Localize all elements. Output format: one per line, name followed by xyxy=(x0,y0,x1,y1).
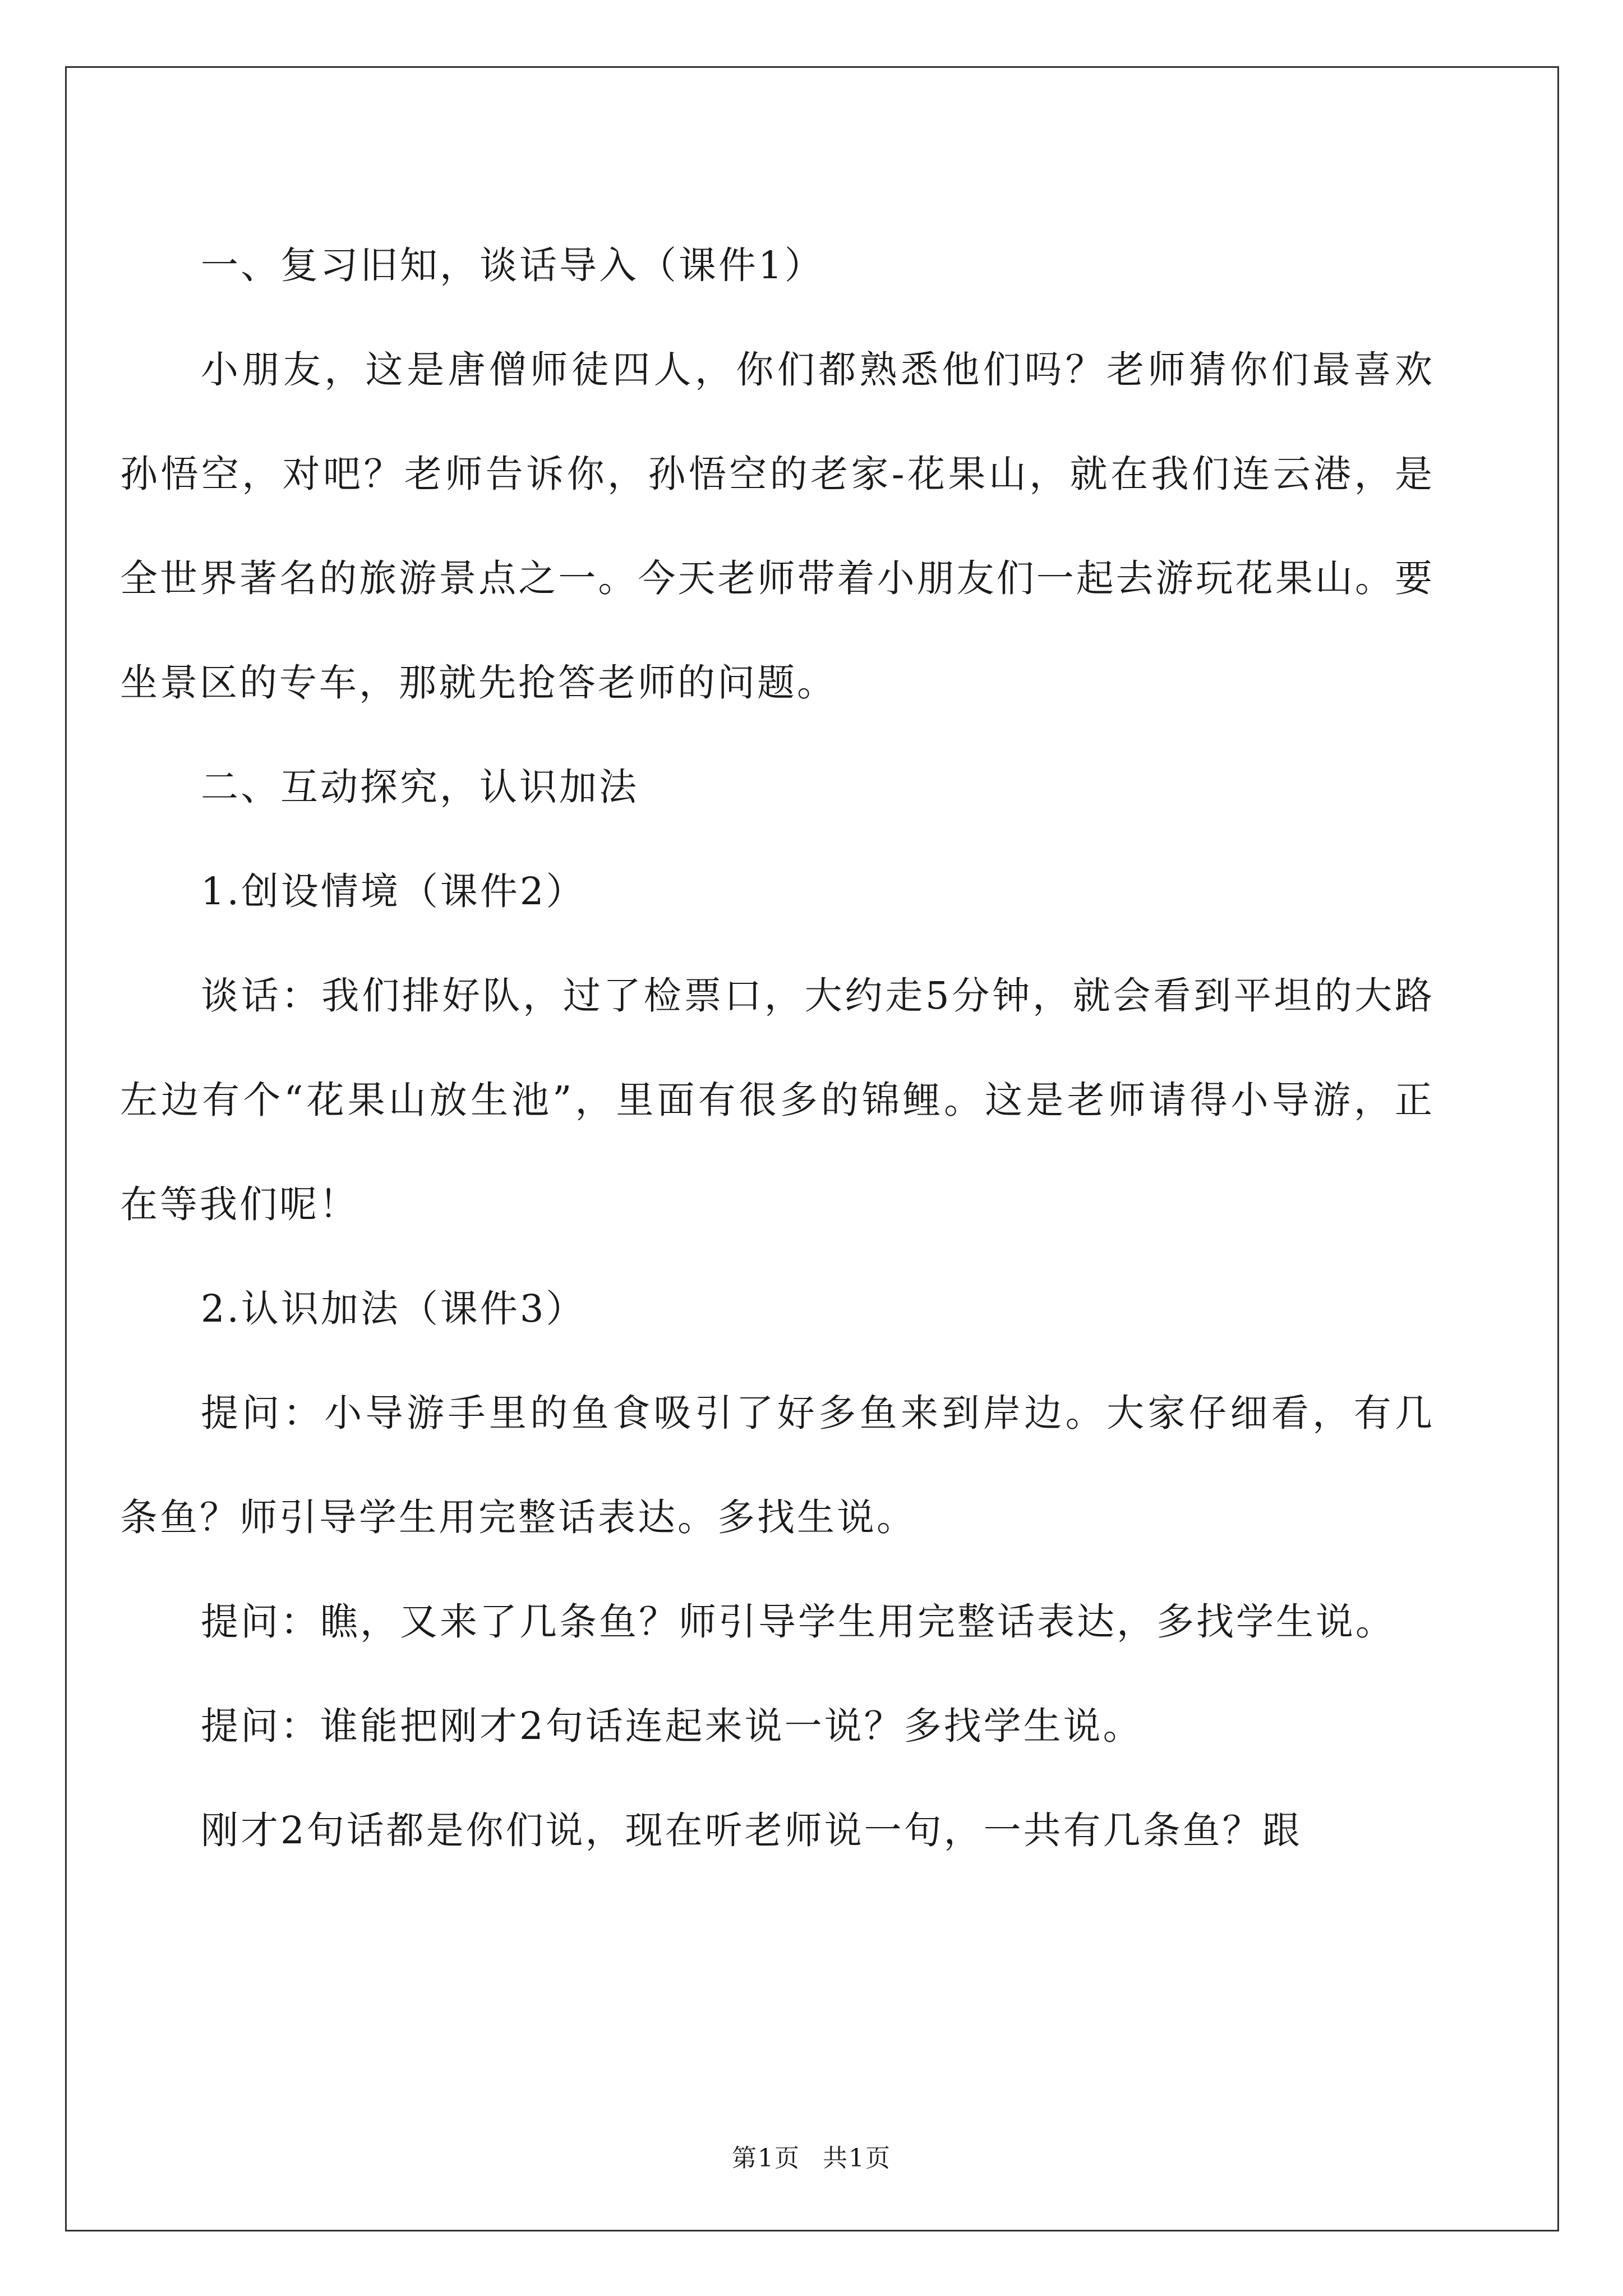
paragraph-question-1: 提问：小导游手里的鱼食吸引了好多鱼来到岸边。大家仔细看，有几条鱼？师引导学生用完整话表达。多找生说。 xyxy=(120,1391,1435,1539)
subsection-heading-2: 2.认识加法（课件3） xyxy=(201,1287,586,1331)
page-number: 第1页 xyxy=(732,2144,800,2173)
section-heading-2: 二、互动探究，认识加法 xyxy=(201,765,639,809)
paragraph-intro: 小朋友，这是唐僧师徒四人，你们都熟悉他们吗？老师猜你们最喜欢孙悟空，对吧？老师告诉你，孙悟空的老家-花果山，就在我们连云港，是全世界著名的旅游景点之一。今天老师带着小朋友们一起去游玩花果山。要坐景区的专车，那就先抢答老师的问题。 xyxy=(120,348,1435,705)
subsection-heading-1: 1.创设情境（课件2） xyxy=(201,869,586,913)
paragraph-summary: 刚才2句话都是你们说，现在听老师说一句，一共有几条鱼？跟 xyxy=(201,1809,1302,1852)
paragraph-question-2: 提问：瞧，又来了几条鱼？师引导学生用完整话表达，多找学生说。 xyxy=(201,1600,1395,1644)
page-total: 共1页 xyxy=(823,2144,891,2173)
paragraph-talk: 谈话：我们排好队，过了检票口，大约走5分钟，就会看到平坦的大路左边有个“花果山放生池”，里面有很多的锦鲤。这是老师请得小导游，正在等我们呢！ xyxy=(120,974,1435,1226)
section-heading-1: 一、复习旧知，谈话导入（课件1） xyxy=(201,243,824,287)
document-body xyxy=(120,213,1435,1883)
paragraph-question-3: 提问：谁能把刚才2句话连起来说一说？多找学生说。 xyxy=(201,1704,1143,1748)
page-footer xyxy=(0,2142,1623,2175)
